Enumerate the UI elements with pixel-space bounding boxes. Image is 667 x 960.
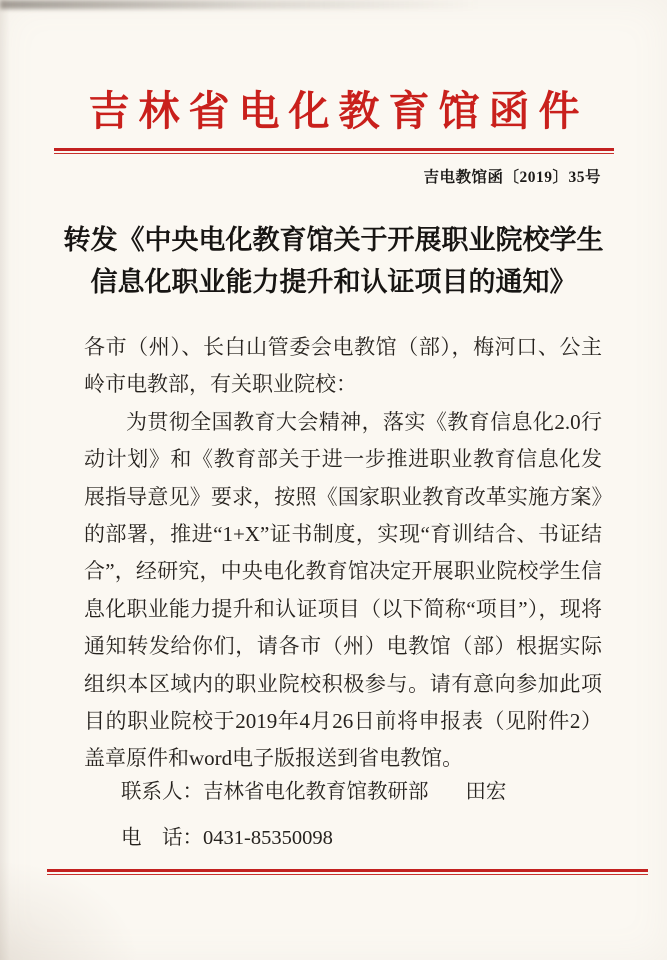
document-title-line-2: 信息化职业能力提升和认证项目的通知》 xyxy=(90,267,577,297)
letterhead-title: 吉林省电化教育馆函件 xyxy=(88,88,589,134)
contact-phone-number: 0431-85350098 xyxy=(203,827,333,849)
letterhead-divider xyxy=(54,148,614,154)
scan-smudge-bottom-left xyxy=(0,860,140,960)
contact-phone-label: 电 话： xyxy=(121,827,203,849)
body-paragraph: 为贯彻全国教育大会精神，落实《教育信息化2.0行动计划》和《教育部关于进一步推进职业教育信息化发展指导意见》要求，按照《国家职业教育改革实施方案》的部署，推进“1+X”证书制度，实现“育训结合、书证结合”，经研究，中央电化教育馆决定开展职业院校学生信息化职业能力提升和认证项目（以下简称“项目”），现将通知转发给你们，请各市（州）电教馆（部）根据实际组织本区域内的职业院校积极参与。请有意向参加此项目的职业院校于2019年4月26日前将申报表（见附件2）盖章原件和word电子版报送到省电教馆。 xyxy=(84,409,602,771)
letter-body xyxy=(84,329,602,778)
contact-person-name: 田宏 xyxy=(465,781,507,803)
document-title xyxy=(30,219,637,303)
footer-divider xyxy=(47,869,648,875)
scan-shadow-top xyxy=(0,0,667,9)
salutation: 各市（州）、长白山管委会电教馆（部），梅河口、公主岭市电教部，有关职业院校： xyxy=(84,335,602,397)
scan-shadow-left xyxy=(0,0,10,960)
doc-number: 吉电教馆函〔2019〕35号 xyxy=(423,169,601,186)
contact-phone-line xyxy=(121,815,506,861)
document-title-line-1: 转发《中央电化教育馆关于开展职业院校学生 xyxy=(63,225,604,255)
contact-person-label: 联系人： xyxy=(121,781,203,803)
contact-person-department: 吉林省电化教育馆教研部 xyxy=(203,781,429,803)
contact-person-line xyxy=(121,769,506,815)
contact-block xyxy=(121,769,506,861)
